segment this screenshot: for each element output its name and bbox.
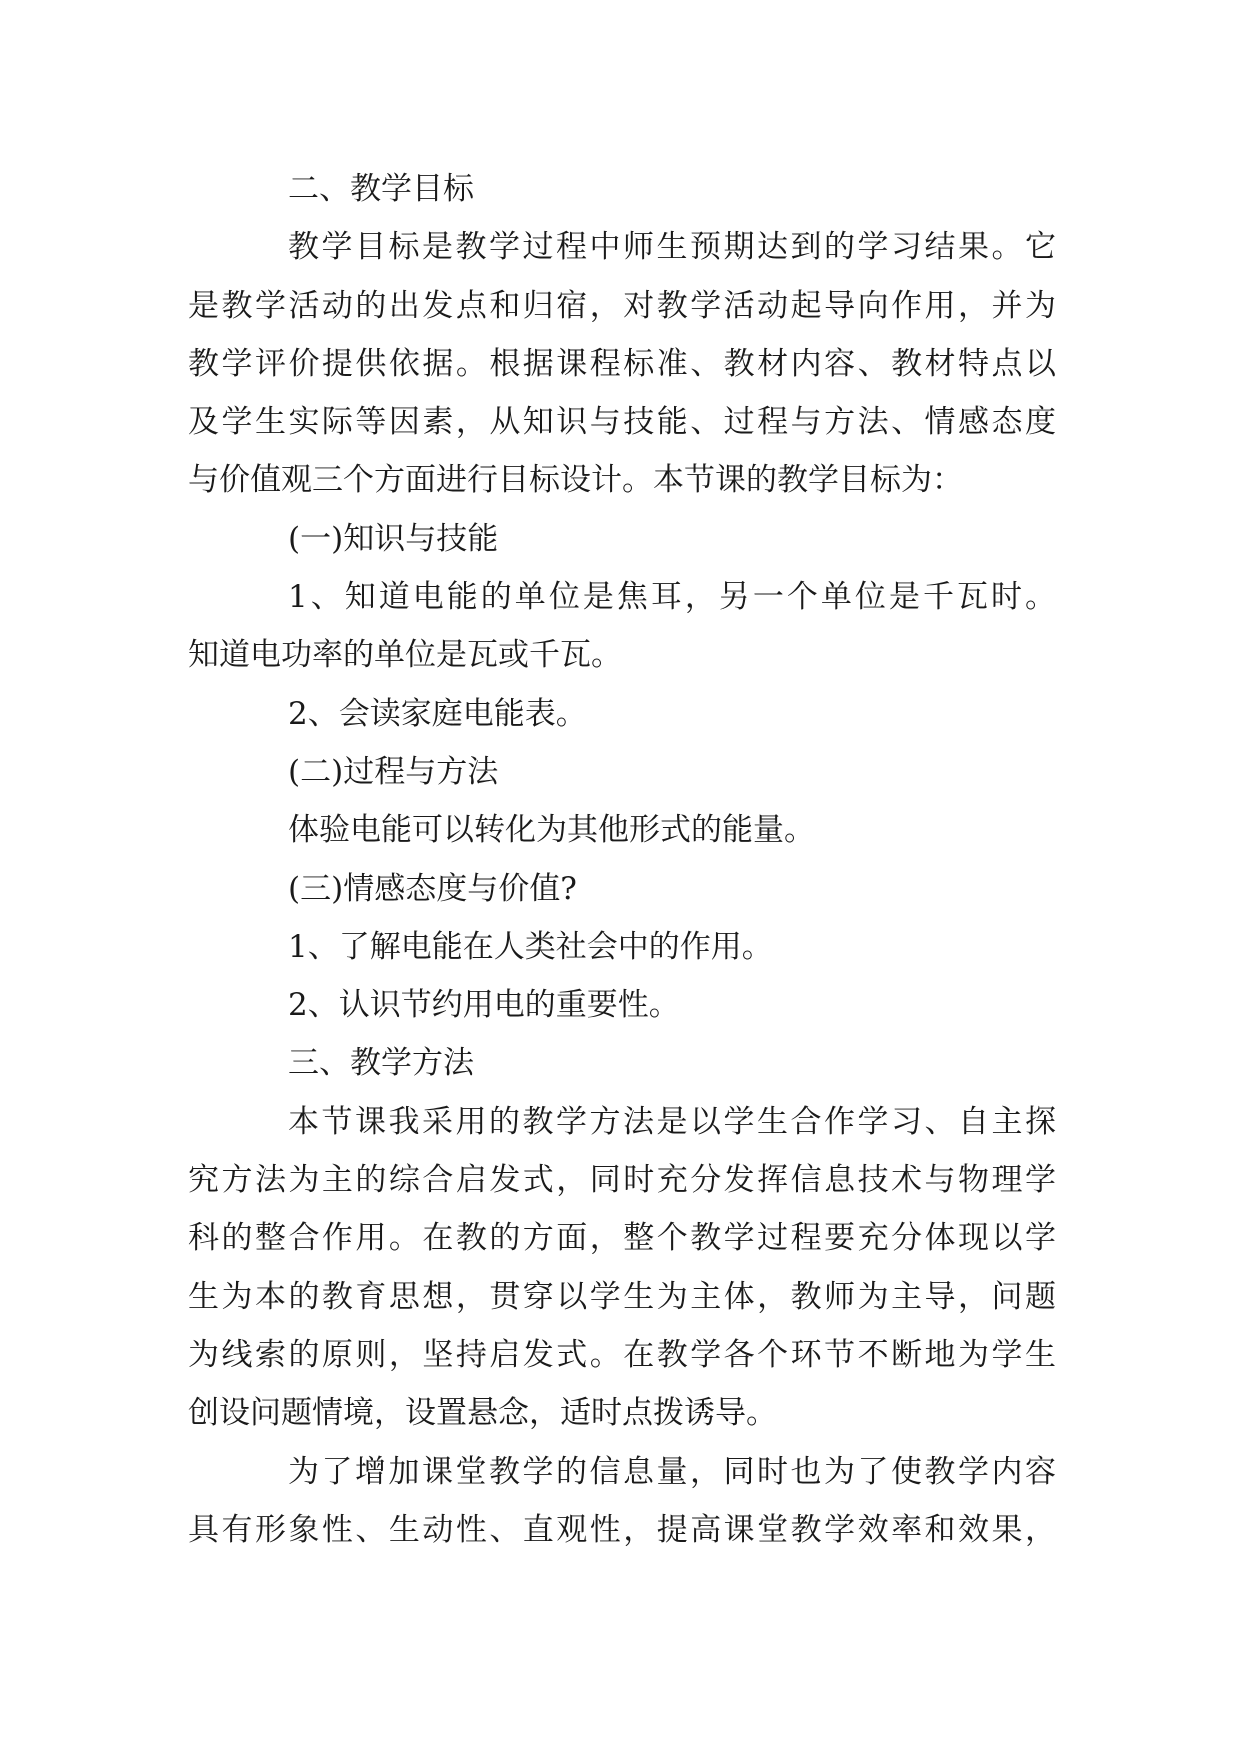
subheading-emotion-values: (三)情感态度与价值?	[288, 870, 577, 907]
subheading-process-methods: (二)过程与方法	[288, 753, 499, 790]
paragraph-methods: 究方法为主的综合启发式，同时充分发挥信息技术与物理学	[188, 1162, 1056, 1199]
list-item-knowledge-2: 2、会读家庭电能表。	[288, 695, 587, 732]
paragraph-objectives-intro: 是教学活动的出发点和归宿，对教学活动起导向作用，并为	[188, 287, 1056, 324]
heading-teaching-methods: 三、教学方法	[288, 1045, 474, 1082]
paragraph-methods: 创设问题情境，设置悬念，适时点拨诱导。	[188, 1395, 777, 1432]
list-item-emotion-2: 2、认识节约用电的重要性。	[288, 987, 680, 1024]
paragraph-information: 为了增加课堂教学的信息量，同时也为了使教学内容	[288, 1453, 1056, 1490]
paragraph-objectives-intro: 与价值观三个方面进行目标设计。本节课的教学目标为：	[188, 462, 963, 499]
list-item-knowledge-1: 知道电功率的单位是瓦或千瓦。	[188, 637, 622, 674]
paragraph-methods: 为线索的原则，坚持启发式。在教学各个环节不断地为学生	[188, 1336, 1056, 1373]
heading-teaching-objectives: 二、教学目标	[288, 171, 474, 207]
paragraph-information: 具有形象性、生动性、直观性，提高课堂教学效率和效果，	[188, 1511, 1056, 1548]
paragraph-objectives-intro: 教学评价提供依据。根据课程标准、教材内容、教材特点以	[188, 345, 1056, 382]
paragraph-objectives-intro: 及学生实际等因素，从知识与技能、过程与方法、情感态度	[188, 404, 1056, 441]
paragraph-methods: 生为本的教育思想，贯穿以学生为主体，教师为主导，问题	[188, 1278, 1056, 1315]
document-page	[188, 160, 1056, 1559]
list-item-emotion-1: 1、了解电能在人类社会中的作用。	[288, 928, 773, 965]
paragraph-process-methods: 体验电能可以转化为其他形式的能量。	[288, 812, 815, 849]
paragraph-objectives-intro: 教学目标是教学过程中师生预期达到的学习结果。它	[288, 229, 1056, 266]
paragraph-methods: 本节课我采用的教学方法是以学生合作学习、自主探	[288, 1103, 1056, 1140]
subheading-knowledge-skills: (一)知识与技能	[288, 520, 499, 557]
list-item-knowledge-1: 1、知道电能的单位是焦耳，另一个单位是千瓦时。	[288, 579, 1056, 616]
paragraph-methods: 科的整合作用。在教的方面，整个教学过程要充分体现以学	[188, 1220, 1056, 1257]
